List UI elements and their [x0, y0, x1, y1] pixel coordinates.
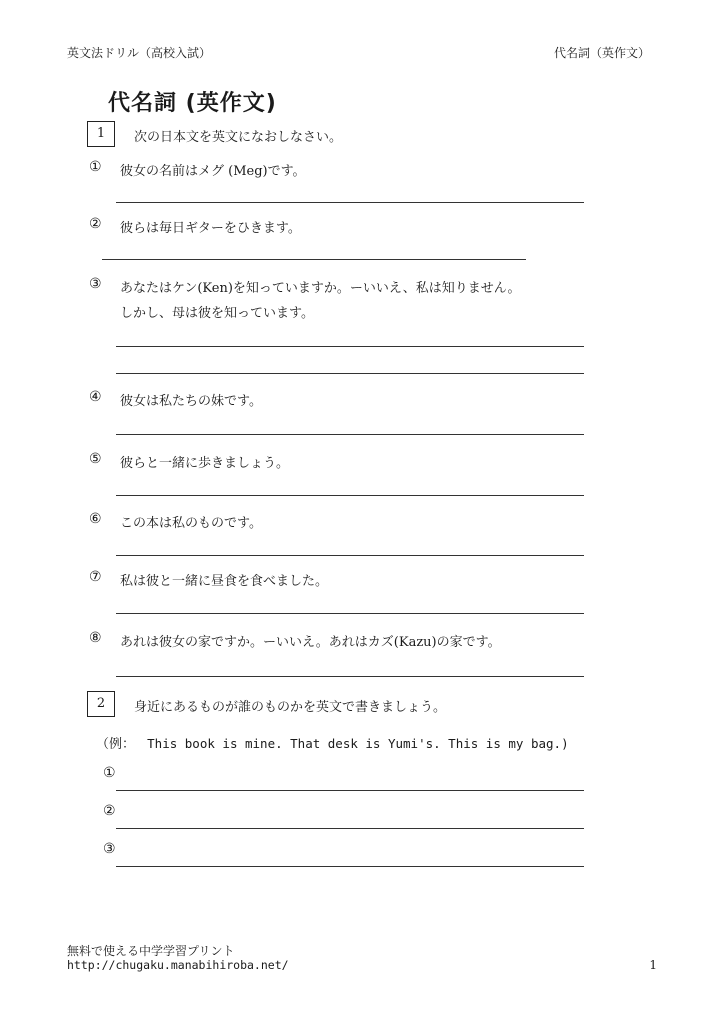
answer-line-2[interactable] [102, 259, 526, 260]
question-2-number: ② [89, 216, 102, 232]
answer-line-3a[interactable] [116, 346, 584, 347]
question-4-number: ④ [89, 389, 102, 405]
question-8-text: あれは彼女の家ですか。ーいいえ。あれはカズ(Kazu)の家です。 [120, 635, 501, 650]
page-number: 1 [649, 958, 657, 972]
question-3-text: あなたはケン(Ken)を知っていますか。ーいいえ、私は知りません。 [120, 281, 521, 296]
section-2-number: 2 [87, 691, 115, 717]
section-1-instruction: 次の日本文を英文になおしなさい。 [134, 130, 343, 145]
question-5-number: ⑤ [89, 451, 102, 467]
question-1-number: ① [89, 159, 102, 175]
answer-line-1[interactable] [116, 202, 584, 203]
question-6-text: この本は私のものです。 [120, 516, 262, 531]
answer-line-3b[interactable] [116, 373, 584, 374]
header-left: 英文法ドリル（高校入試） [67, 46, 212, 60]
example-line [96, 733, 569, 752]
footer-site-name: 無料で使える中学学習プリント [67, 944, 235, 958]
answer-line-2-3[interactable] [116, 866, 584, 867]
question-1-text: 彼女の名前はメグ (Meg)です。 [120, 164, 306, 179]
question-6-number: ⑥ [89, 511, 102, 527]
example-prefix: （例： [96, 737, 136, 752]
page-title: 代名詞 (英作文) [108, 91, 277, 116]
example-text: This book is mine. That desk is Yumi's. This is my bag.) [147, 736, 569, 751]
section-1-number: 1 [87, 121, 115, 147]
answer-2-1-number: ① [103, 765, 116, 781]
question-3-text-line2: しかし、母は彼を知っています。 [120, 306, 314, 321]
question-4-text: 彼女は私たちの妹です。 [120, 394, 262, 409]
answer-line-5[interactable] [116, 495, 584, 496]
question-5-text: 彼らと一緒に歩きましょう。 [120, 456, 290, 471]
answer-line-2-2[interactable] [116, 828, 584, 829]
answer-line-8[interactable] [116, 676, 584, 677]
answer-line-6[interactable] [116, 555, 584, 556]
question-7-text: 私は彼と一緒に昼食を食べました。 [120, 574, 329, 589]
question-7-number: ⑦ [89, 569, 102, 585]
question-3-number: ③ [89, 276, 102, 292]
answer-line-4[interactable] [116, 434, 584, 435]
question-2-text: 彼らは毎日ギターをひきます。 [120, 221, 301, 236]
footer-url[interactable]: http://chugaku.manabihiroba.net/ [67, 958, 289, 972]
answer-2-2-number: ② [103, 803, 116, 819]
section-2-instruction: 身近にあるものが誰のものかを英文で書きましょう。 [134, 700, 447, 715]
header-right: 代名詞（英作文） [553, 46, 650, 60]
answer-line-7[interactable] [116, 613, 584, 614]
question-8-number: ⑧ [89, 630, 102, 646]
answer-2-3-number: ③ [103, 841, 116, 857]
answer-line-2-1[interactable] [116, 790, 584, 791]
